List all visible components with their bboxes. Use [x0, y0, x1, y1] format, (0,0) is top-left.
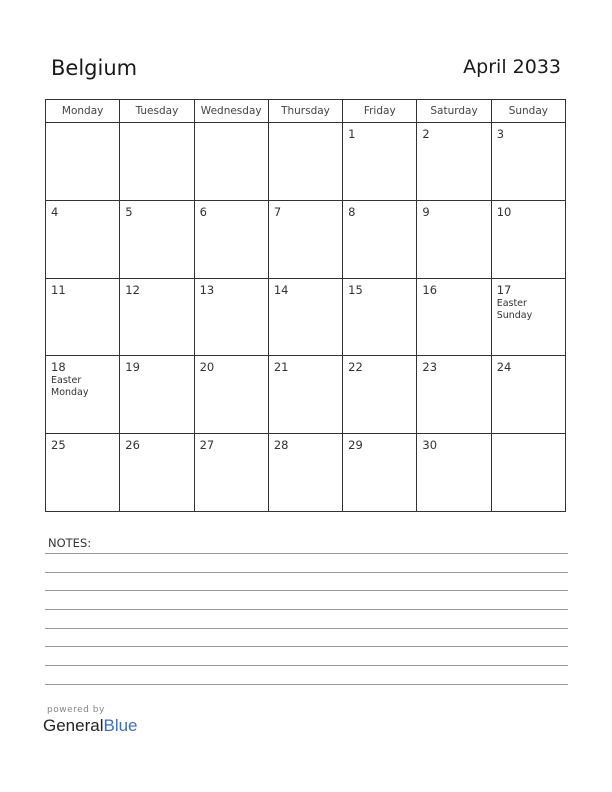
day-cell — [417, 123, 491, 201]
day-cell — [268, 356, 342, 434]
day-number: 26 — [125, 438, 140, 453]
day-number: 2 — [422, 127, 430, 141]
day-cell — [194, 123, 268, 201]
day-number: 11 — [51, 282, 66, 297]
day-number: 20 — [199, 360, 215, 375]
brand-name-part2: Blue — [103, 716, 138, 735]
day-number: 25 — [51, 438, 66, 453]
day-number: 16 — [422, 282, 438, 297]
day-cell — [194, 434, 268, 512]
brand-name-part1: General — [43, 716, 104, 735]
day-number: 30 — [422, 438, 438, 453]
day-cell — [46, 434, 120, 512]
day-number: 24 — [496, 360, 512, 375]
day-cell — [491, 123, 565, 201]
day-cell — [120, 356, 194, 434]
day-cell — [120, 278, 194, 356]
day-number: 4 — [51, 204, 59, 219]
weekday-header: Friday — [343, 100, 417, 123]
day-cell — [417, 356, 491, 434]
day-number: 21 — [273, 360, 289, 375]
day-cell — [120, 123, 194, 201]
day-cell — [46, 356, 120, 434]
day-number: 12 — [125, 282, 140, 297]
note-line — [45, 665, 568, 666]
day-cell — [268, 123, 342, 201]
generalblue-logo — [43, 716, 138, 736]
day-cell — [120, 200, 194, 278]
week-row — [46, 123, 566, 201]
weekday-header-row — [46, 100, 566, 123]
day-cell — [491, 434, 565, 512]
note-line — [45, 609, 568, 610]
day-cell — [417, 278, 491, 356]
day-number: 18 — [51, 360, 66, 375]
day-cell — [46, 123, 120, 201]
weekday-header: Thursday — [268, 100, 342, 123]
note-line — [45, 628, 568, 629]
day-number: 23 — [422, 360, 438, 375]
day-number: 5 — [125, 204, 133, 219]
day-cell — [491, 356, 565, 434]
note-line — [45, 553, 568, 554]
day-number: 19 — [125, 360, 140, 375]
day-cell — [343, 356, 417, 434]
day-number: 1 — [348, 127, 356, 141]
week-row — [46, 278, 566, 356]
day-number: 13 — [199, 282, 215, 297]
note-line — [45, 590, 568, 591]
day-number: 28 — [273, 438, 289, 453]
week-row — [46, 356, 566, 434]
day-number: 17 — [496, 282, 512, 297]
country-title: Belgium — [51, 56, 138, 80]
day-number: 9 — [422, 204, 430, 219]
day-cell — [343, 278, 417, 356]
day-number: 8 — [348, 204, 356, 219]
holiday-label: Easter Sunday — [496, 297, 533, 321]
day-cell — [268, 200, 342, 278]
weekday-header: Sunday — [491, 100, 565, 123]
day-cell — [268, 434, 342, 512]
notes-label: NOTES: — [48, 536, 92, 550]
day-number: 15 — [348, 282, 363, 297]
day-cell — [417, 434, 491, 512]
day-cell — [120, 434, 194, 512]
weekday-header: Saturday — [417, 100, 491, 123]
day-cell — [343, 200, 417, 278]
day-cell — [417, 200, 491, 278]
day-cell — [268, 278, 342, 356]
week-row — [46, 200, 566, 278]
month-year-title: April 2033 — [463, 56, 561, 78]
holiday-label: Easter Monday — [51, 375, 89, 399]
day-cell — [343, 123, 417, 201]
day-number: 7 — [273, 204, 282, 219]
weekday-header: Monday — [46, 100, 120, 123]
day-number: 14 — [273, 282, 289, 297]
day-cell — [491, 278, 565, 356]
day-cell — [194, 356, 268, 434]
day-cell — [46, 278, 120, 356]
day-cell — [194, 278, 268, 356]
weekday-header: Wednesday — [194, 100, 268, 123]
note-line — [45, 684, 568, 685]
day-number: 22 — [348, 360, 363, 375]
calendar-grid — [45, 99, 566, 512]
day-number: 29 — [348, 438, 363, 453]
day-number: 3 — [496, 127, 505, 141]
day-number: 10 — [496, 204, 512, 219]
weekday-header: Tuesday — [120, 100, 194, 123]
day-cell — [194, 200, 268, 278]
note-line — [45, 572, 568, 573]
powered-by-text: powered by — [47, 705, 105, 715]
day-cell — [46, 200, 120, 278]
day-number: 27 — [199, 438, 215, 453]
week-row — [46, 434, 566, 512]
day-number: 6 — [199, 204, 207, 219]
note-line — [45, 646, 568, 647]
day-cell — [343, 434, 417, 512]
day-cell — [491, 200, 565, 278]
